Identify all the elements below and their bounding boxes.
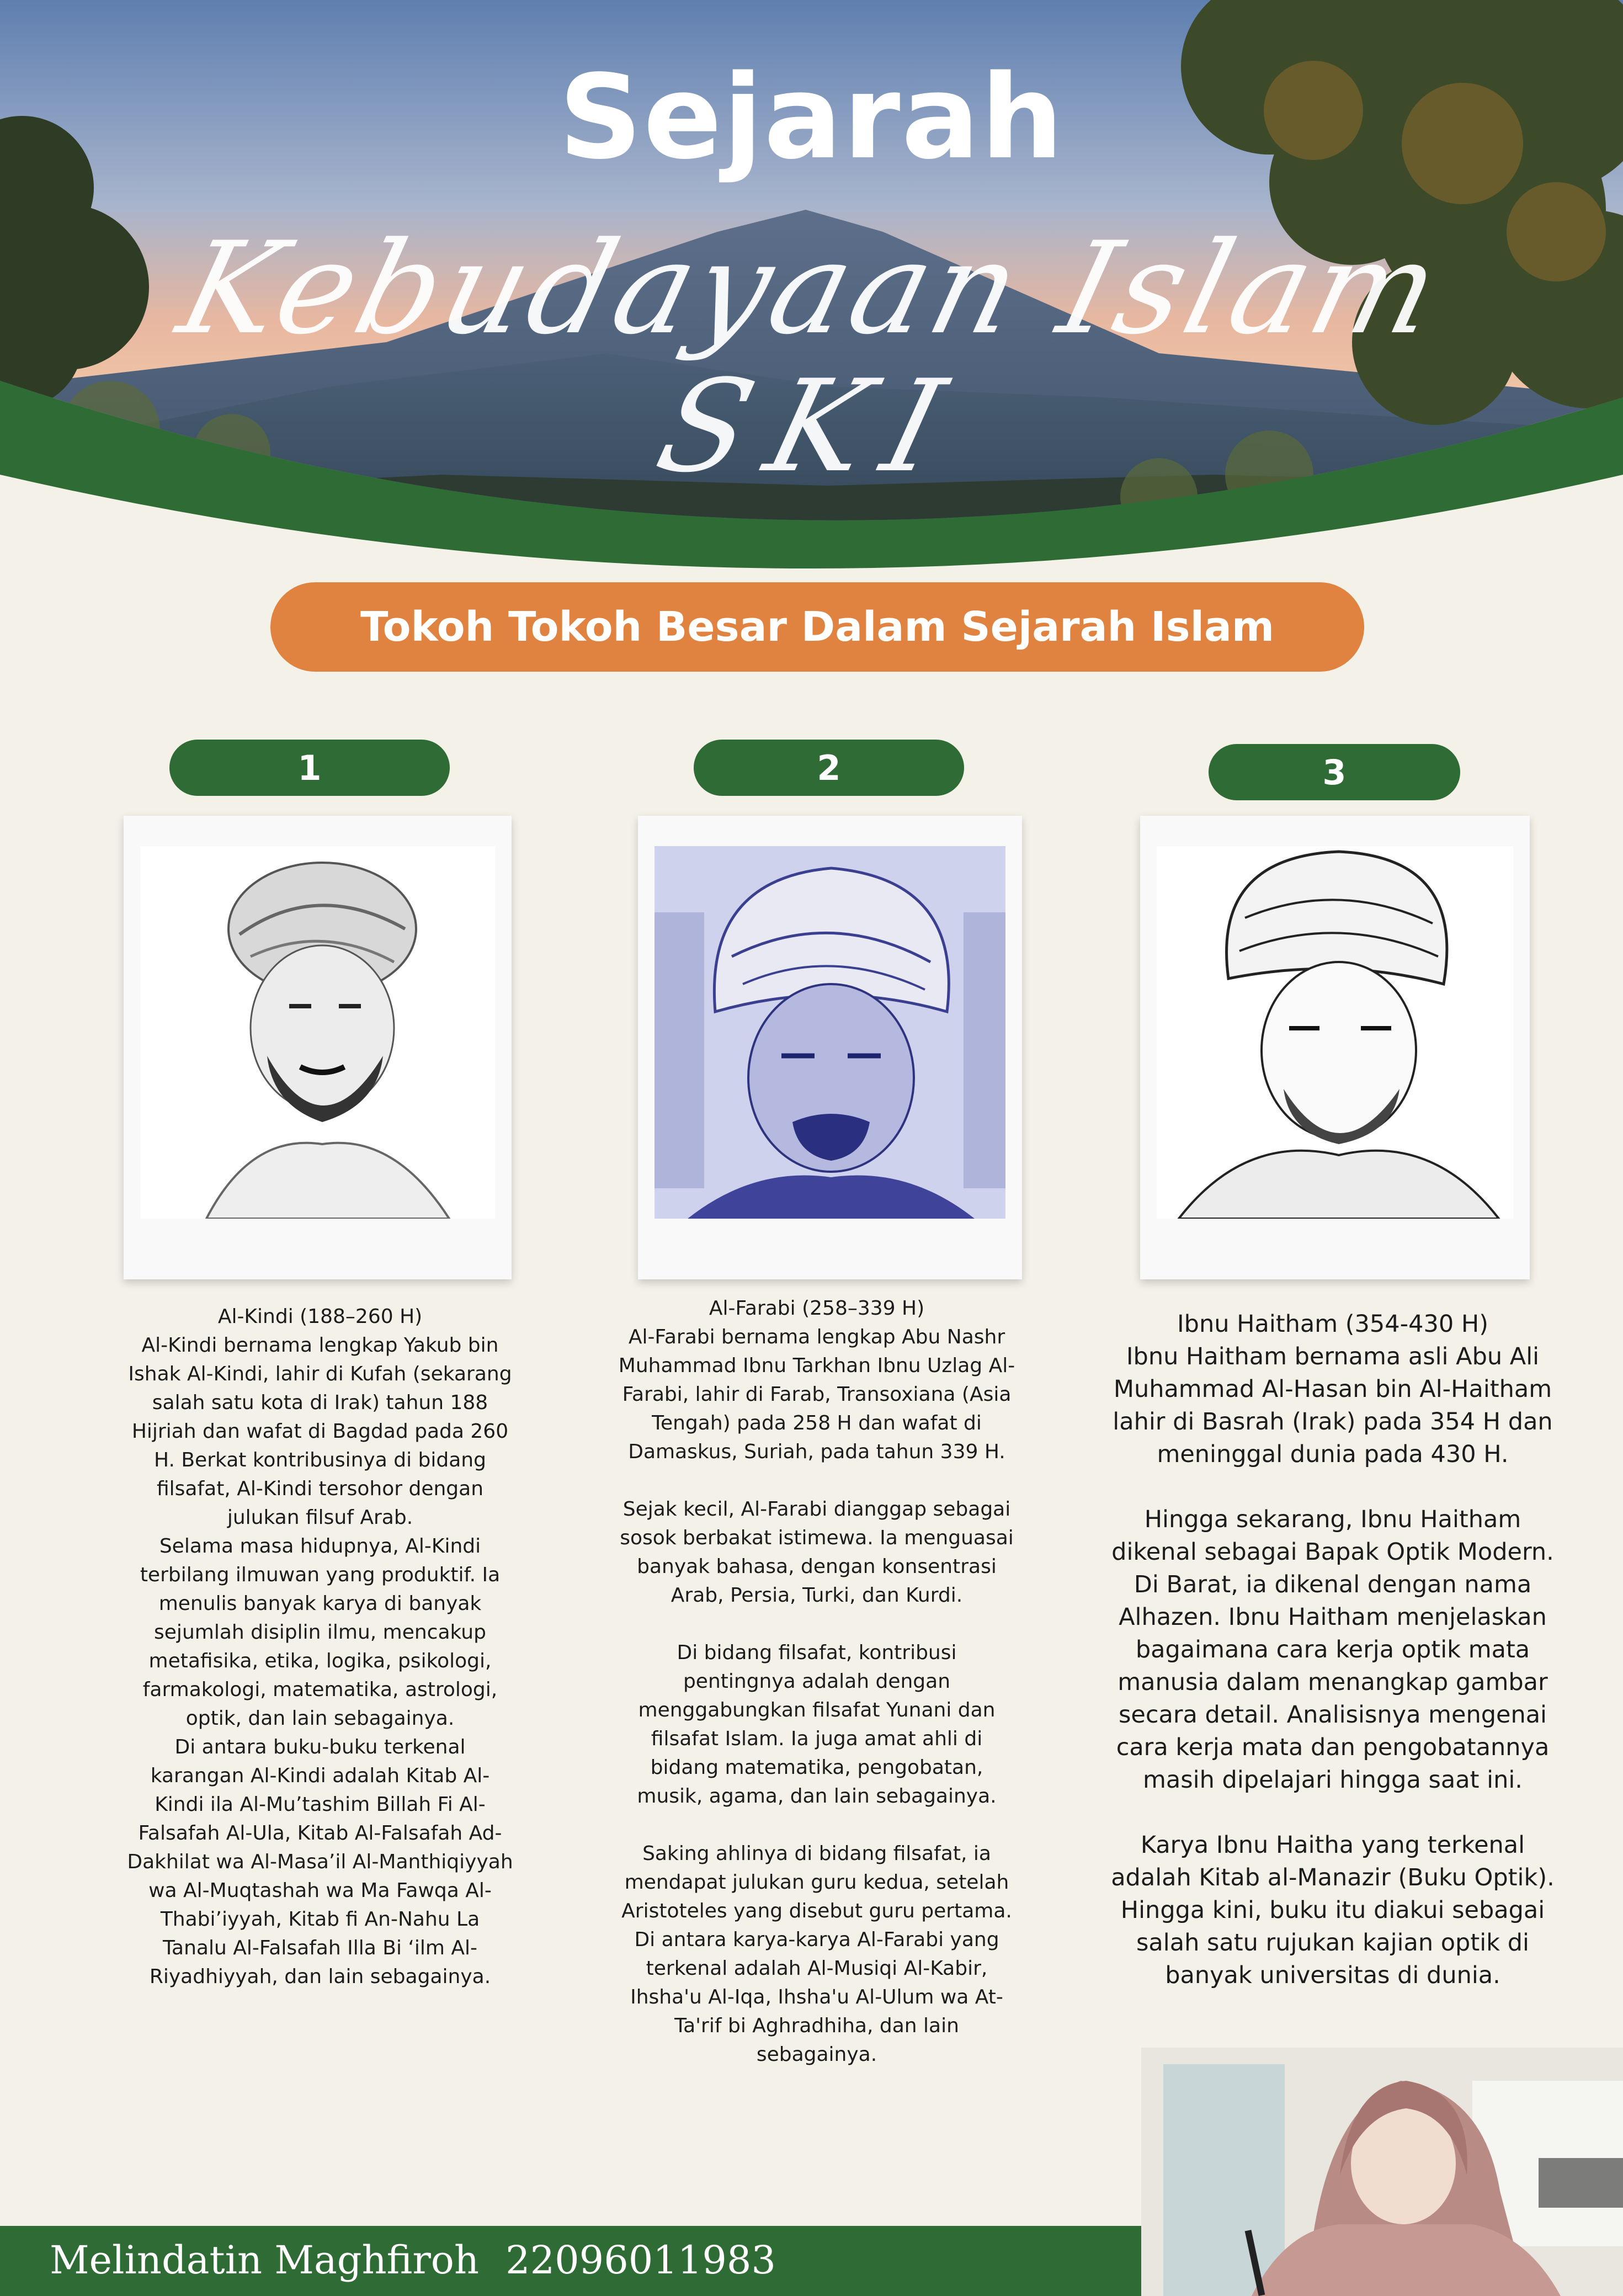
portrait-al-kindi-icon xyxy=(140,846,495,1219)
hero-landscape xyxy=(0,0,1623,585)
portrait-ibnu-haitham-icon xyxy=(1157,846,1513,1219)
banner-label: Tokoh Tokoh Besar Dalam Sejarah Islam xyxy=(360,603,1274,651)
paragraph: Sejak kecil, Al-Farabi dianggap sebagai sosok berbakat istimewa. Ia menguasai banyak bahasa, dengan konsentrasi Arab, Persia, Turki, dan Kurdi. xyxy=(620,1498,1014,1607)
student-photo xyxy=(1141,2048,1623,2296)
figure-description xyxy=(99,1303,541,1991)
student-id: 22096011983 xyxy=(505,2237,776,2283)
section-banner xyxy=(270,582,1364,672)
portrait-al-farabi-icon xyxy=(654,846,1005,1219)
title-main: Sejarah xyxy=(558,50,1065,185)
author-name: Melindatin Maghfiroh xyxy=(50,2237,480,2283)
author-credit xyxy=(50,2230,802,2290)
figure-number-badge: 2 xyxy=(694,740,964,796)
figure-description xyxy=(1076,1308,1589,1992)
paragraph: Ibnu Haitham (354-430 H) Ibnu Haitham bernama asli Abu Ali Muhammad Al-Hasan bin Al-Haitham lahir di Basrah (Irak) pada 354 H dan meninggal dunia pada 430 H. xyxy=(1113,1310,1553,1468)
title-script: Kebudayaan Islam xyxy=(166,215,1457,363)
portrait-frame xyxy=(124,816,512,1279)
portrait-frame xyxy=(1140,816,1530,1279)
figure-description xyxy=(590,1294,1043,2069)
paragraph: Karya Ibnu Haitha yang terkenal adalah Kitab al-Manazir (Buku Optik). Hingga kini, buku itu diakui sebagai salah satu rujukan kajian optik di banyak universitas di dunia. xyxy=(1111,1831,1555,1989)
paragraph: Di bidang filsafat, kontribusi pentingnya adalah dengan menggabungkan filsafat Yunani dan filsafat Islam. Ia juga amat ahli di bidang matematika, pengobatan, musik, agama, dan lain sebagainya. xyxy=(637,1641,997,1808)
paragraph: Saking ahlinya di bidang filsafat, ia mendapat julukan guru kedua, setelah Aristoteles yang disebut guru pertama. Di antara karya-karya Al-Farabi yang terkenal adalah Al-Musiqi Al-Kabir, Ihsha'u Al-Iqa, Ihsha'u Al-Ulum wa At- Ta'rif bi Aghradhiha, dan lain sebagainya. xyxy=(621,1842,1012,2066)
figure-number-badge: 1 xyxy=(169,740,450,796)
paragraph: Al-Farabi (258–339 H) Al-Farabi bernama lengkap Abu Nashr Muhammad Ibnu Tarkhan Ibnu Uzlag Al- Farabi, lahir di Farab, Transoxiana (Asia Tengah) pada 258 H dan wafat di Damaskus, Suriah, pada tahun 339 H. xyxy=(618,1297,1015,1463)
paragraph: Hingga sekarang, Ibnu Haitham dikenal sebagai Bapak Optik Modern. Di Barat, ia dikenal dengan nama Alhazen. Ibnu Haitham menjelaskan bagaimana cara kerja optik mata manusia dalam menangkap gambar secara detail. Analisisnya mengenai cara kerja mata dan pengobatannya masih dipelajari hingga saat ini. xyxy=(1111,1506,1554,1794)
figure-number-badge: 3 xyxy=(1209,744,1460,800)
title-abbreviation: SKI xyxy=(644,353,979,501)
portrait-frame xyxy=(638,816,1022,1279)
paragraph: Al-Kindi (188–260 H) Al-Kindi bernama lengkap Yakub bin Ishak Al-Kindi, lahir di Kufah (sekarang salah satu kota di Irak) tahun 188 Hijriah dan wafat di Bagdad pada 260 H. Berkat kontribusinya di bidang filsafat, Al-Kindi tersohor dengan julukan filsuf Arab. Selama masa hidupnya, Al-Kindi terbilang ilmuwan yang produktif. Ia menulis banyak karya di banyak sejumlah disiplin ilmu, mencakup metafisika, etika, logika, psikologi, farmakologi, matematika, astrologi, optik, dan lain sebagainya. Di antara buku-buku terkenal karangan Al-Kindi adalah Kitab Al- Kindi ila Al-Mu’tashim Billah Fi Al- Falsafah Al-Ula, Kitab Al-Falsafah Ad- Dakhilat wa Al-Masa’il Al-Manthiqiyyah wa Al-Muqtashah wa Ma Fawqa Al- Thabi’iyyah, Kitab fi An-Nahu La Tanalu Al-Falsafah Illa Bi ‘ilm Al- Riyadhiyyah, dan lain sebagainya. xyxy=(127,1305,513,1988)
